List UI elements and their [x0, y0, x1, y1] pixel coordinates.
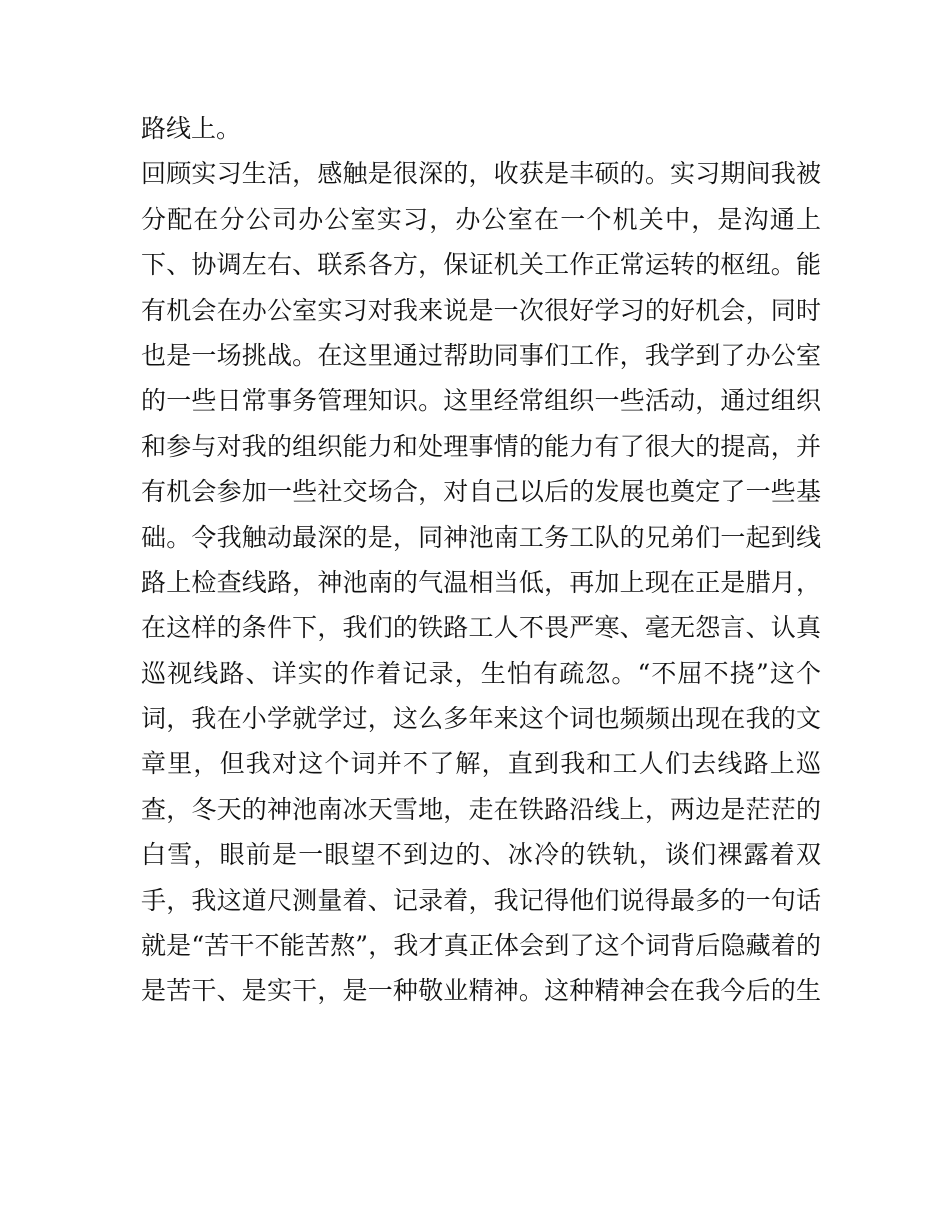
text-line: 下、协调左右、联系各方，保证机关工作正常运转的枢纽。能 — [141, 250, 821, 280]
text-line: 有机会在办公室实习对我来说是一次很好学习的好机会，同时 — [141, 295, 821, 325]
text-line: 章里，但我对这个词并不了解，直到我和工人们去线路上巡 — [141, 749, 821, 779]
text-line: 就是“苦干不能苦熬”，我才真正体会到了这个词背后隐藏着的 — [141, 931, 821, 961]
text-line: 回顾实习生活，感触是很深的，收获是丰硕的。实习期间我被 — [141, 159, 821, 189]
text-line: 路上检查线路，神池南的气温相当低，再加上现在正是腊月， — [141, 567, 821, 597]
text-line: 巡视线路、详实的作着记录，生怕有疏忽。“不屈不挠”这个 — [141, 658, 821, 688]
text-line: 词，我在小学就学过，这么多年来这个词也频频出现在我的文 — [141, 704, 821, 734]
text-line: 白雪，眼前是一眼望不到边的、冰冷的铁轨，谈们裸露着双 — [141, 840, 821, 870]
text-line: 分配在分公司办公室实习，办公室在一个机关中，是沟通上 — [141, 204, 821, 234]
text-line: 路线上。 — [141, 114, 242, 143]
text-line: 础。令我触动最深的是，同神池南工务工队的兄弟们一起到线 — [141, 522, 821, 552]
text-line: 的一些日常事务管理知识。这里经常组织一些活动，通过组织 — [141, 386, 821, 416]
text-line: 也是一场挑战。在这里通过帮助同事们工作，我学到了办公室 — [141, 340, 821, 370]
text-line: 查，冬天的神池南冰天雪地，走在铁路沿线上，两边是茫茫的 — [141, 794, 821, 824]
text-line: 和参与对我的组织能力和处理事情的能力有了很大的提高，并 — [141, 431, 821, 461]
text-line: 是苦干、是实干，是一种敬业精神。这种精神会在我今后的生 — [141, 976, 821, 1006]
body-text — [141, 106, 821, 1014]
text-line: 在这样的条件下，我们的铁路工人不畏严寒、毫无怨言、认真 — [141, 613, 821, 643]
text-line: 有机会参加一些社交场合，对自己以后的发展也奠定了一些基 — [141, 477, 821, 507]
text-line: 手，我这道尺测量着、记录着，我记得他们说得最多的一句话 — [141, 885, 821, 915]
